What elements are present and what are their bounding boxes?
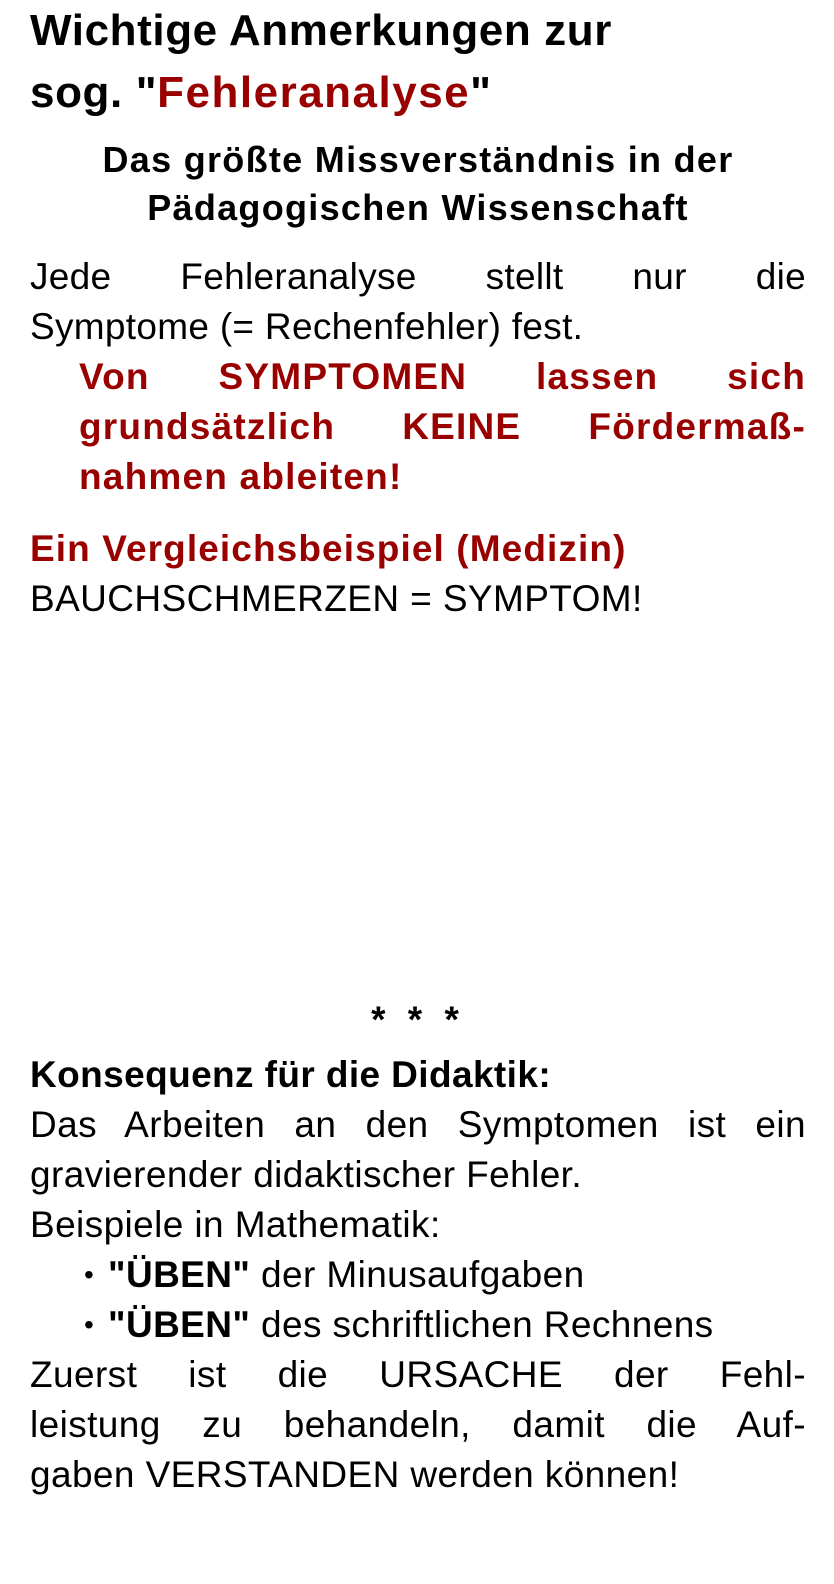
intro-emph-line-3: nahmen ableiten! [79,456,403,497]
title-quote-open: " [135,68,158,117]
intro-line-2: Symptome (= Rechenfehler) fest. [30,306,584,347]
consequence-section [30,1050,806,1500]
bullet-icon: • [84,1309,95,1340]
list-item-quoted: "ÜBEN" [108,1254,251,1295]
list-item [82,1300,806,1350]
title-highlight: Fehleranalyse [157,68,471,117]
subtitle-line-2: Pädagogischen Wissenschaft [147,187,689,228]
document-page [30,0,806,1495]
list-item-text: der Minusaufgaben [250,1254,585,1295]
final-line-2: leistung zu behandeln, damit die Auf- [30,1404,806,1445]
subtitle-line-1: Das größte Missverständnis in der [102,139,734,180]
consequence-line-1: Das Arbeiten an den Symptomen ist ein [30,1104,806,1145]
intro-emphasis [79,352,806,502]
intro-emph-line-1: Von SYMPTOMEN lassen sich [79,356,806,397]
intro-paragraph [30,252,806,352]
final-line-3: gaben VERSTANDEN werden können! [30,1454,680,1495]
section-separator: * * * [371,999,465,1040]
page-title [30,0,806,124]
title-line-1: Wichtige Anmerkungen zur [30,6,612,55]
comparison-text: BAUCHSCHMERZEN = SYMPTOM! [30,578,643,619]
consequence-line-2: gravierender didaktischer Fehler. [30,1154,583,1195]
comparison-section [30,524,806,624]
list-item [82,1250,806,1300]
title-prefix: sog. [30,68,136,117]
intro-line-1: Jede Fehleranalyse stellt nur die [30,256,806,297]
intro-emph-line-2: grundsätzlich KEINE Fördermaß- [79,406,806,447]
comparison-heading: Ein Vergleichsbeispiel (Medizin) [30,528,627,569]
examples-list [30,1250,806,1350]
bullet-icon: • [84,1259,95,1290]
list-item-quoted: "ÜBEN" [108,1304,251,1345]
final-line-1: Zuerst ist die URSACHE der Fehl- [30,1354,806,1395]
subtitle [30,136,806,232]
list-item-text: des schriftlichen Rechnens [250,1304,714,1345]
consequence-heading: Konsequenz für die Didaktik: [30,1054,552,1095]
examples-label: Beispiele in Mathematik: [30,1204,441,1245]
title-quote-close: " [470,68,492,117]
